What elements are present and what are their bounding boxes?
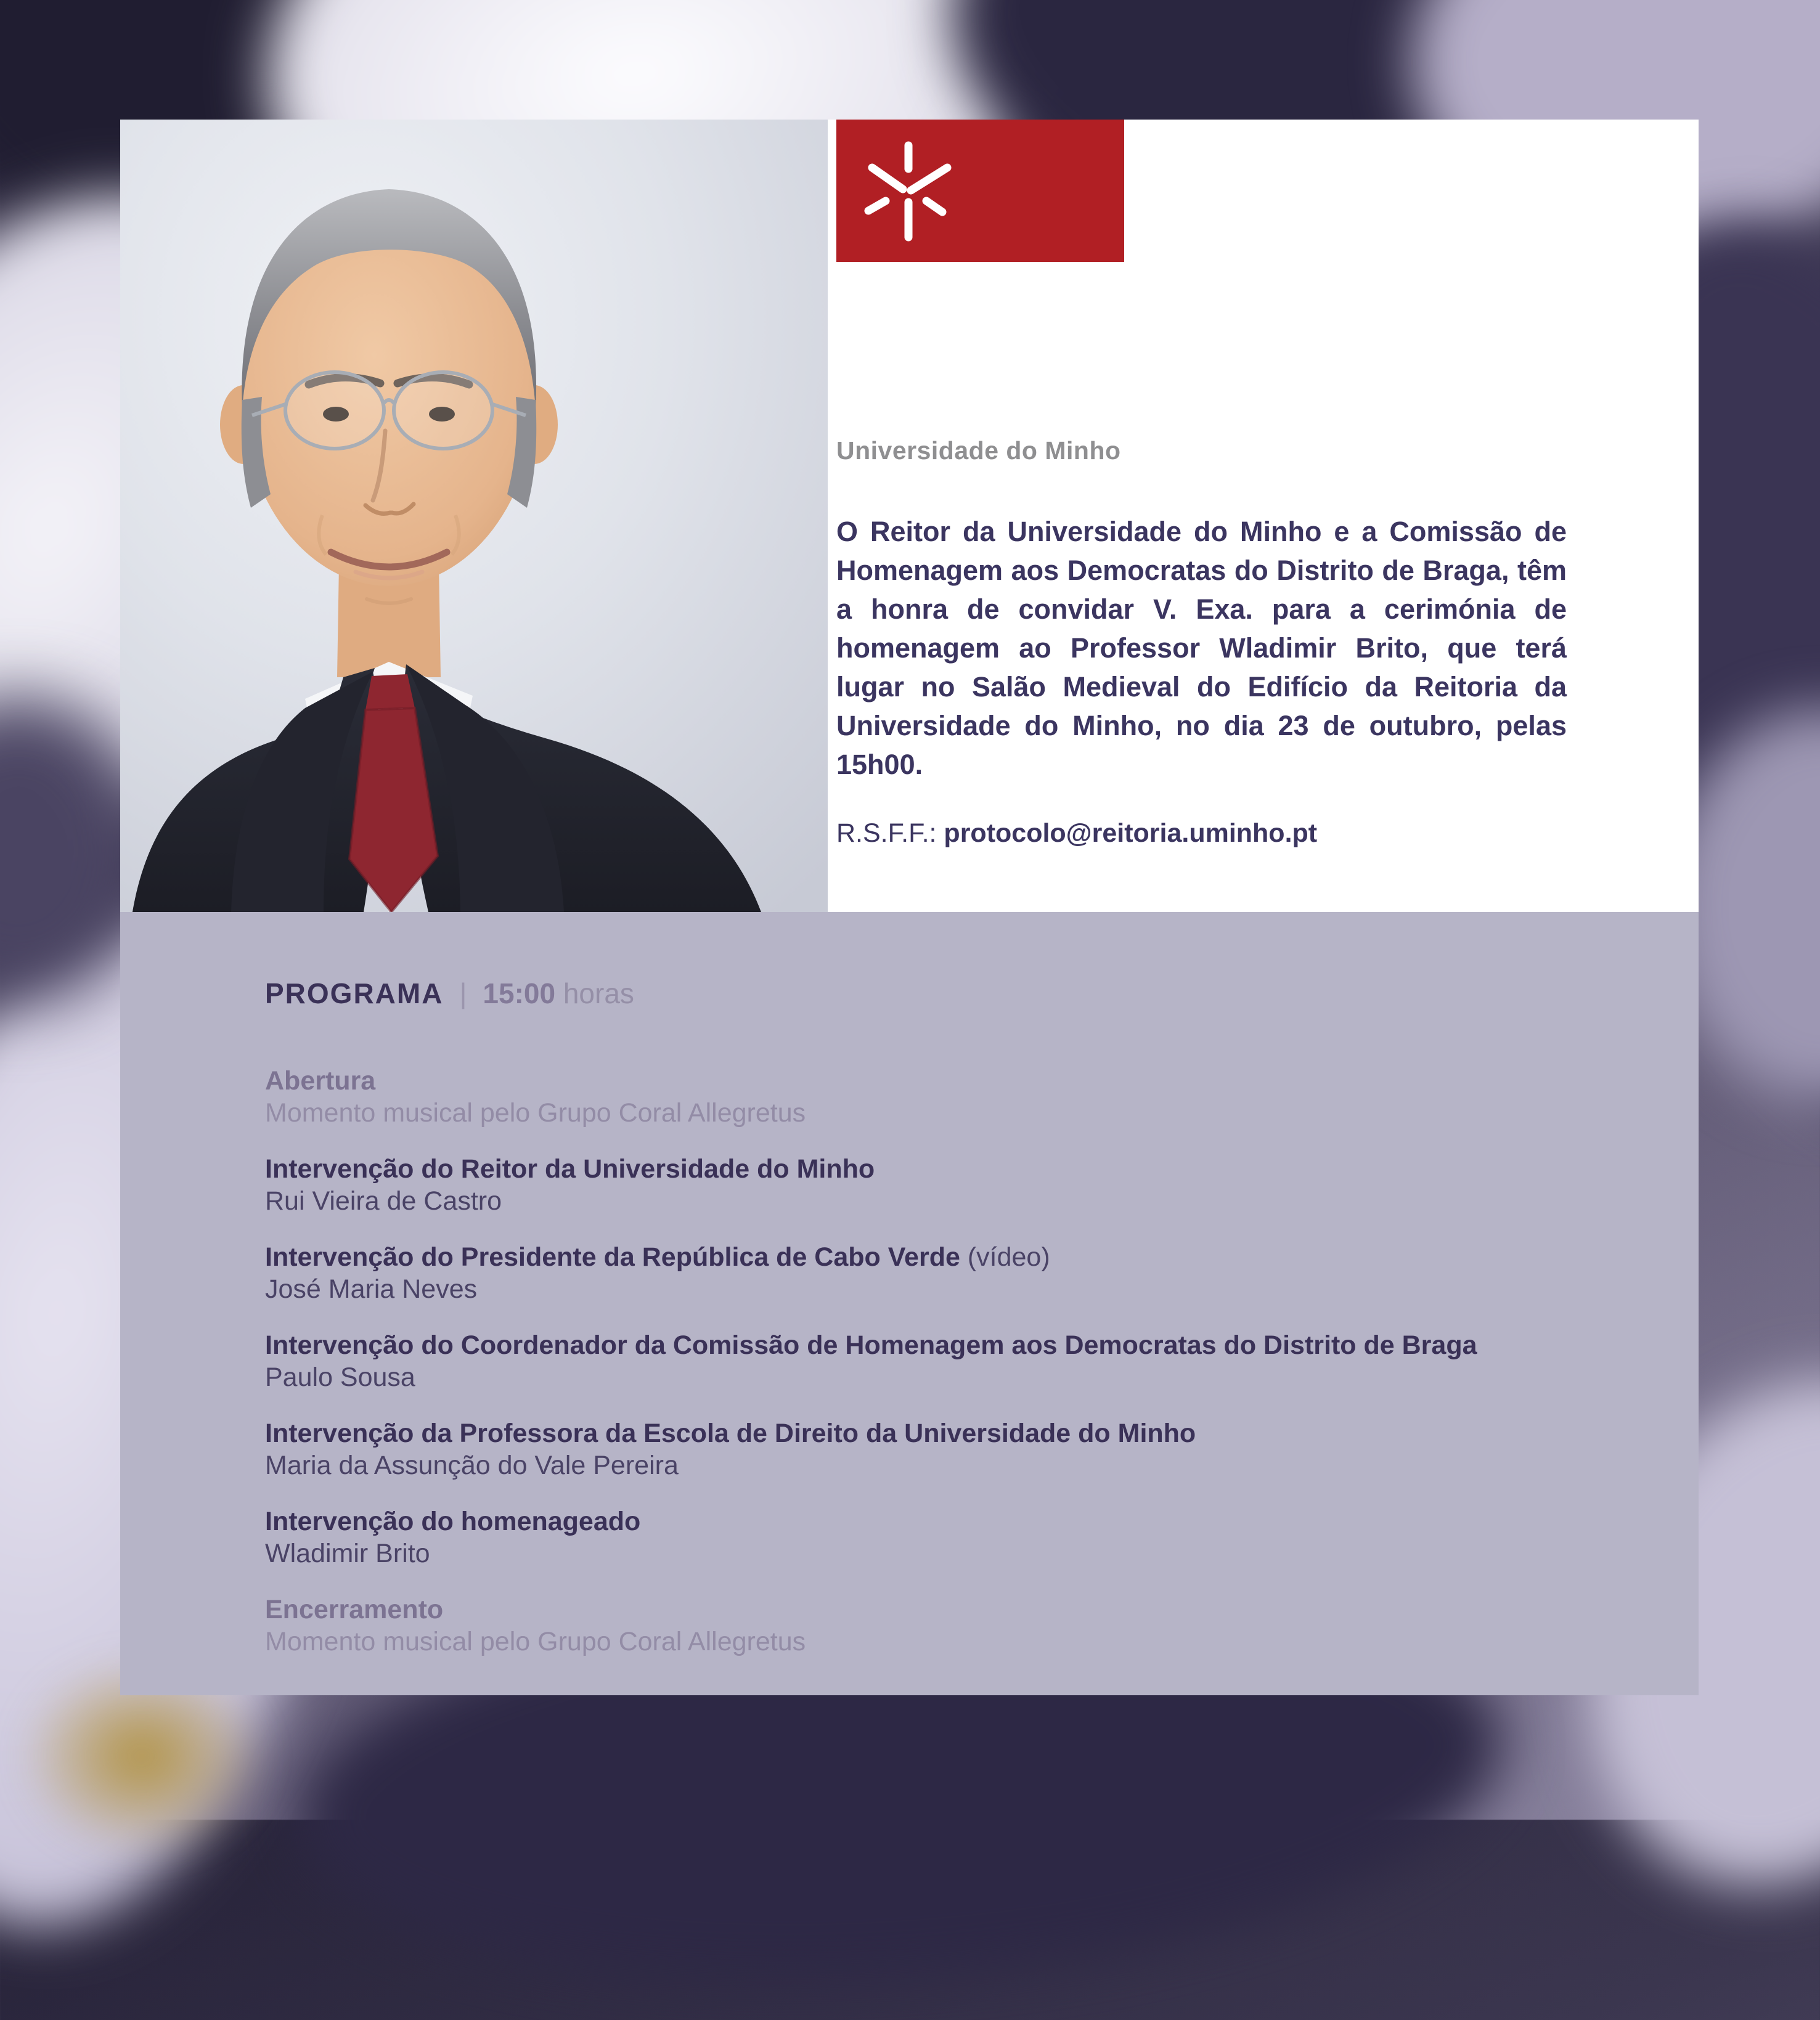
program-item bbox=[265, 1505, 1625, 1570]
portrait-illustration bbox=[120, 120, 828, 912]
program-item-detail: Paulo Sousa bbox=[265, 1362, 415, 1392]
program-time: 15:00 bbox=[483, 977, 556, 1009]
program-item-heading: Intervenção da Professora da Escola de Direito da Universidade do Minho bbox=[265, 1419, 1196, 1448]
uminho-logo bbox=[836, 120, 1124, 262]
program-item bbox=[265, 1153, 1625, 1217]
program-header bbox=[265, 976, 1625, 1011]
program-item-heading: Encerramento bbox=[265, 1595, 444, 1624]
program-item bbox=[265, 1417, 1625, 1481]
program-item-detail: José Maria Neves bbox=[265, 1274, 478, 1304]
invitation-text: O Reitor da Universidade do Minho e a Comissão de Homenagem aos Democratas do Distrito de Braga, têm a honra de convidar V. Exa. para a cerimónia de homenagem ao Professor Wladimir Brito, que terá lugar no Salão Medieval do Edifício da Reitoria da Universidade do Minho, no dia 23 de outubro, pelas 15h00. bbox=[836, 516, 1567, 780]
program-title: PROGRAMA bbox=[265, 977, 444, 1009]
program-item-heading: Intervenção do Presidente da República de Cabo Verde (vídeo) bbox=[265, 1242, 1050, 1272]
brand-name: Universidade do Minho bbox=[836, 436, 1121, 465]
rsvp-label: R.S.F.F.: bbox=[836, 818, 937, 848]
rsvp-email: protocolo@reitoria.uminho.pt bbox=[944, 818, 1318, 848]
program-item-detail: Maria da Assunção do Vale Pereira bbox=[265, 1451, 679, 1480]
program-item-heading: Intervenção do homenageado bbox=[265, 1507, 641, 1536]
program-item bbox=[265, 1241, 1625, 1305]
portrait-photo bbox=[120, 120, 828, 912]
program-item bbox=[265, 1329, 1625, 1393]
invitation-card bbox=[120, 120, 1699, 1695]
program-item-heading: Abertura bbox=[265, 1066, 376, 1096]
program-item-detail: Momento musical pelo Grupo Coral Allegretus bbox=[265, 1627, 806, 1656]
program-item bbox=[265, 1065, 1625, 1129]
program-item-heading: Intervenção do Coordenador da Comissão de Homenagem aos Democratas do Distrito de Braga bbox=[265, 1330, 1477, 1360]
uminho-logo-icon bbox=[836, 120, 1124, 262]
program-section bbox=[120, 912, 1699, 1695]
program-item bbox=[265, 1594, 1625, 1658]
program-item-detail: Wladimir Brito bbox=[265, 1539, 430, 1568]
program-item-heading: Intervenção do Reitor da Universidade do Minho bbox=[265, 1154, 875, 1184]
rsvp-line bbox=[836, 818, 1317, 849]
program-item-detail: Momento musical pelo Grupo Coral Allegretus bbox=[265, 1098, 806, 1128]
program-separator: | bbox=[459, 977, 467, 1009]
program-item-detail: Rui Vieira de Castro bbox=[265, 1186, 502, 1216]
program-time-suffix: horas bbox=[563, 977, 634, 1009]
